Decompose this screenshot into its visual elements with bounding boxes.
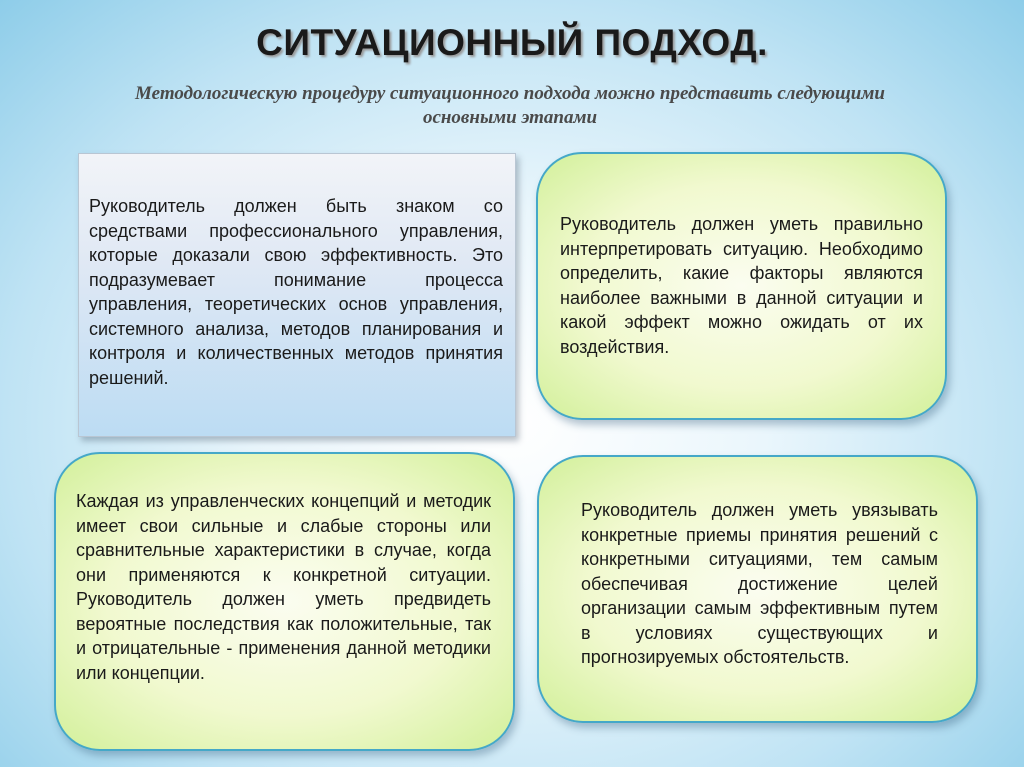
slide-subtitle: Методологическую процедуру ситуационного подхода можно представить следующими основными этапами: [135, 83, 885, 128]
stage-text-top-left: Руководитель должен быть знаком со средствами профессионального управления, которые доказали свою эффективность. Это подразумевает понимание процесса управления, теоретических основ управления, системного анализа, методов планирования и контроля и количественных методов принятия решений.: [89, 196, 503, 388]
stage-text-bottom-left: Каждая из управленческих концепций и методик имеет свои сильные и слабые стороны или сравнительные характеристики в случае, когда они применяются к конкретной ситуации. Руководитель должен уметь предвидеть вероятные последствия как положительные, так и отрицательные - применения данной методики или концепции.: [76, 491, 491, 683]
stage-box-top-left: [78, 153, 516, 437]
stage-box-bottom-left: [54, 452, 515, 751]
stage-text-top-right: Руководитель должен уметь правильно интерпретировать ситуацию. Необходимо определить, какие факторы являются наиболее важными в данной ситуации и какой эффект можно ожидать от их воздействия.: [560, 214, 923, 357]
slide-title: СИТУАЦИОННЫЙ ПОДХОД.: [256, 22, 768, 63]
stage-text-bottom-right: Руководитель должен уметь увязывать конкретные приемы принятия решений с конкретными ситуациями, тем самым обеспечивая достижение целей организации самым эффективным путем в условиях существующих и прогнозируемых обстоятельств.: [581, 500, 938, 667]
stage-box-bottom-right: [537, 455, 978, 723]
stage-box-top-right: [536, 152, 947, 420]
